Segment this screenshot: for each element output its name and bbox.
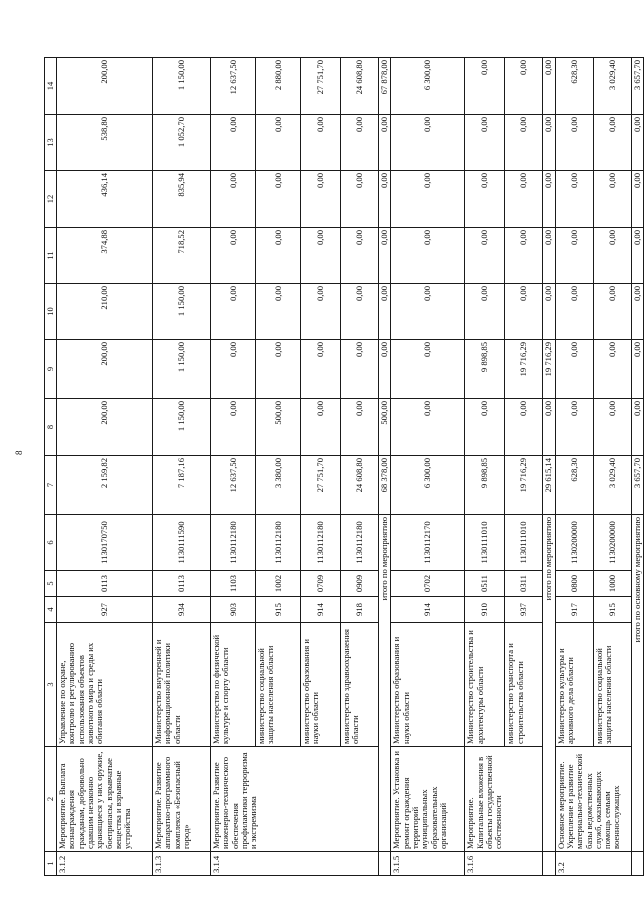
cell-value: 0,00 (256, 115, 301, 171)
cell-target: 1130112180 (341, 515, 379, 571)
total-value: 0,00 (631, 171, 643, 228)
cell-value: 200,00 (57, 58, 153, 115)
cell-value: 3 029,40 (593, 456, 631, 515)
executor-name: Министерство по физической культуре и спорту области (211, 623, 256, 747)
cell-value: 27 751,70 (301, 58, 341, 115)
cell-section: 1103 (211, 571, 256, 597)
table-row (391, 58, 465, 876)
cell-value: 9 898,85 (465, 340, 505, 399)
executor-name: министерство социальной защиты населения области (593, 623, 631, 747)
cell-section: 0511 (465, 571, 505, 597)
cell-value: 0,00 (465, 171, 505, 228)
executor-name: министерство образования и науки области (301, 623, 341, 747)
table-row (211, 58, 256, 876)
cell-value: 0,00 (341, 115, 379, 171)
cell-value: 0,00 (391, 115, 465, 171)
cell-value: 1 052,70 (153, 115, 211, 171)
cell-value: 0,00 (301, 115, 341, 171)
cell-value: 0,00 (211, 340, 256, 399)
cell-value: 0,00 (593, 228, 631, 284)
cell-value: 12 637,50 (211, 456, 256, 515)
total-value: 0,00 (379, 340, 391, 399)
cell-value: 6 300,00 (391, 58, 465, 115)
header-cell: 5 (45, 571, 57, 597)
cell-value: 0,00 (555, 284, 593, 340)
measure-name: Мероприятие. Развитие инженерно-технического обеспечения профилактики терроризма и экстремизма (211, 747, 379, 852)
cell-target: 1130111590 (153, 515, 211, 571)
cell-section: 0311 (505, 571, 543, 597)
cell-value: 374,88 (57, 228, 153, 284)
cell-value: 0,00 (211, 399, 256, 456)
cell-value: 0,00 (256, 171, 301, 228)
cell-grbs: 914 (301, 597, 341, 623)
cell-value: 0,00 (391, 340, 465, 399)
header-cell: 13 (45, 115, 57, 171)
cell-section: 0113 (153, 571, 211, 597)
empty-cell (631, 852, 643, 876)
page-number: 8 (14, 450, 24, 455)
header-cell: 1 (45, 852, 57, 876)
cell-value: 0,00 (341, 171, 379, 228)
total-value: 0,00 (379, 171, 391, 228)
cell-value: 0,00 (301, 399, 341, 456)
total-row (379, 58, 391, 876)
total-row (631, 58, 643, 876)
cell-value: 0,00 (301, 340, 341, 399)
header-cell: 2 (45, 747, 57, 852)
header-row (45, 58, 57, 876)
cell-grbs: 915 (593, 597, 631, 623)
cell-value: 7 187,16 (153, 456, 211, 515)
cell-value: 0,00 (505, 399, 543, 456)
cell-value: 0,00 (341, 399, 379, 456)
table-row (555, 58, 593, 876)
row-code: 3.1.4 (211, 852, 379, 876)
cell-section: 0800 (555, 571, 593, 597)
cell-target: 1130200000 (555, 515, 593, 571)
measure-name: Мероприятие. Выплата вознаграждения гражданам, добровольно сдавшим незаконно хранящиеся у них оружие, боеприпасы, взрывчатые вещества и взрывные устройства (57, 747, 153, 852)
cell-value: 27 751,70 (301, 456, 341, 515)
cell-value: 0,00 (593, 340, 631, 399)
cell-target: 1130200000 (593, 515, 631, 571)
cell-value: 718,52 (153, 228, 211, 284)
cell-grbs: 917 (555, 597, 593, 623)
cell-grbs: 915 (256, 597, 301, 623)
cell-target: 1130112180 (256, 515, 301, 571)
cell-value: 200,00 (57, 399, 153, 456)
total-value: 0,00 (543, 171, 555, 228)
table-row (153, 58, 211, 876)
total-value: 0,00 (543, 115, 555, 171)
total-value: 0,00 (631, 228, 643, 284)
cell-section: 0702 (391, 571, 465, 597)
cell-value: 0,00 (505, 58, 543, 115)
header-cell: 12 (45, 171, 57, 228)
cell-value: 0,00 (505, 171, 543, 228)
cell-value: 0,00 (341, 228, 379, 284)
cell-value: 0,00 (301, 228, 341, 284)
cell-grbs: 903 (211, 597, 256, 623)
cell-value: 0,00 (211, 115, 256, 171)
total-value: 0,00 (631, 340, 643, 399)
cell-value: 0,00 (301, 284, 341, 340)
cell-value: 0,00 (256, 340, 301, 399)
cell-value: 0,00 (391, 228, 465, 284)
cell-value: 0,00 (391, 284, 465, 340)
cell-section: 1000 (593, 571, 631, 597)
cell-value: 0,00 (301, 171, 341, 228)
cell-value: 200,00 (57, 340, 153, 399)
empty-cell (379, 852, 391, 876)
total-value: 0,00 (379, 284, 391, 340)
table-row (57, 58, 153, 876)
cell-grbs: 914 (391, 597, 465, 623)
cell-value: 0,00 (593, 284, 631, 340)
total-value: 3 657,70 (631, 456, 643, 515)
cell-value: 0,00 (391, 399, 465, 456)
header-cell: 4 (45, 597, 57, 623)
measure-name: Мероприятие. Капитальные вложения в объекты государственной собственности (465, 747, 543, 852)
cell-value: 0,00 (465, 399, 505, 456)
total-value: 67 878,00 (379, 58, 391, 115)
rotated-table-sheet (44, 58, 642, 876)
total-label: итого по мероприятию (379, 515, 391, 852)
cell-value: 3 029,40 (593, 58, 631, 115)
cell-value: 0,00 (256, 284, 301, 340)
total-value: 3 657,70 (631, 58, 643, 115)
cell-target: 1130170750 (57, 515, 153, 571)
cell-value: 0,00 (555, 228, 593, 284)
cell-grbs: 918 (341, 597, 379, 623)
cell-value: 0,00 (593, 115, 631, 171)
cell-value: 19 716,29 (505, 340, 543, 399)
cell-value: 0,00 (211, 171, 256, 228)
total-value: 0,00 (543, 228, 555, 284)
cell-value: 0,00 (465, 228, 505, 284)
cell-value: 436,14 (57, 171, 153, 228)
cell-value: 0,00 (211, 228, 256, 284)
cell-grbs: 927 (57, 597, 153, 623)
cell-value: 0,00 (505, 228, 543, 284)
total-value: 29 615,14 (543, 456, 555, 515)
cell-section: 1002 (256, 571, 301, 597)
executor-name: Министерство строительства и архитектуры области (465, 623, 505, 747)
header-cell: 9 (45, 340, 57, 399)
cell-value: 0,00 (555, 115, 593, 171)
cell-value: 0,00 (391, 171, 465, 228)
cell-value: 24 608,80 (341, 456, 379, 515)
header-cell: 7 (45, 456, 57, 515)
total-value: 0,00 (631, 399, 643, 456)
cell-section: 0709 (301, 571, 341, 597)
cell-value: 12 637,50 (211, 58, 256, 115)
table-row (465, 58, 505, 876)
cell-section: 0909 (341, 571, 379, 597)
executor-name: Министерство внутренней и информационной политики области (153, 623, 211, 747)
total-label: итого по мероприятию (543, 515, 555, 852)
cell-target: 1130111010 (505, 515, 543, 571)
cell-value: 0,00 (465, 58, 505, 115)
cell-value: 0,00 (465, 115, 505, 171)
cell-value: 0,00 (341, 284, 379, 340)
header-cell: 6 (45, 515, 57, 571)
cell-value: 1 150,00 (153, 399, 211, 456)
header-cell: 14 (45, 58, 57, 115)
cell-target: 1130112180 (301, 515, 341, 571)
executor-name: министерство транспорта и строительства области (505, 623, 543, 747)
cell-value: 0,00 (211, 284, 256, 340)
cell-grbs: 910 (465, 597, 505, 623)
total-value: 19 716,29 (543, 340, 555, 399)
cell-value: 0,00 (341, 340, 379, 399)
cell-value: 1 150,00 (153, 58, 211, 115)
executor-name: Министерство культуры и архивного дела области (555, 623, 593, 747)
cell-value: 0,00 (505, 284, 543, 340)
cell-section: 0113 (57, 571, 153, 597)
cell-value: 500,00 (256, 399, 301, 456)
total-value: 0,00 (631, 284, 643, 340)
executor-name: министерство здравоохранения области (341, 623, 379, 747)
empty-cell (543, 852, 555, 876)
cell-value: 3 380,00 (256, 456, 301, 515)
total-value: 0,00 (379, 115, 391, 171)
total-row (543, 58, 555, 876)
total-value: 0,00 (543, 399, 555, 456)
cell-value: 0,00 (593, 399, 631, 456)
cell-value: 835,94 (153, 171, 211, 228)
cell-value: 6 300,00 (391, 456, 465, 515)
cell-value: 0,00 (555, 399, 593, 456)
total-value: 0,00 (631, 115, 643, 171)
cell-grbs: 934 (153, 597, 211, 623)
cell-target: 1130112170 (391, 515, 465, 571)
executor-name: министерство социальной защиты населения области (256, 623, 301, 747)
cell-value: 2 159,82 (57, 456, 153, 515)
row-code: 3.1.3 (153, 852, 211, 876)
header-cell: 3 (45, 623, 57, 747)
executor-name: Министерство образования и науки области (391, 623, 465, 747)
cell-value: 0,00 (555, 340, 593, 399)
header-cell: 10 (45, 284, 57, 340)
header-cell: 11 (45, 228, 57, 284)
measure-name: Основное мероприятие. Укрепление и развитие материально-технической базы ведомственных служб, оказывающих помощь семьям военнослужащих (555, 747, 631, 852)
total-label: итого по основному мероприятию (631, 515, 643, 852)
cell-value: 628,30 (555, 58, 593, 115)
row-code: 3.1.6 (465, 852, 543, 876)
cell-target: 1130111010 (465, 515, 505, 571)
total-value: 0,00 (543, 58, 555, 115)
cell-grbs: 937 (505, 597, 543, 623)
row-code: 3.1.2 (57, 852, 153, 876)
executor-name: Управление по охране, контролю и регулированию использования объектов животного мира и среды их обитания области (57, 623, 153, 747)
total-value: 500,00 (379, 399, 391, 456)
cell-value: 0,00 (505, 115, 543, 171)
cell-value: 1 150,00 (153, 340, 211, 399)
row-code: 3.1.5 (391, 852, 465, 876)
cell-value: 24 608,80 (341, 58, 379, 115)
cell-value: 0,00 (593, 171, 631, 228)
cell-value: 2 880,00 (256, 58, 301, 115)
cell-value: 1 150,00 (153, 284, 211, 340)
cell-value: 0,00 (465, 284, 505, 340)
header-cell: 8 (45, 399, 57, 456)
cell-value: 0,00 (555, 171, 593, 228)
cell-value: 538,80 (57, 115, 153, 171)
cell-value: 9 898,85 (465, 456, 505, 515)
total-value: 0,00 (543, 284, 555, 340)
row-code: 3.2 (555, 852, 631, 876)
measure-name: Мероприятие. Развитие аппаратно-программного комплекса «Безопасный город» (153, 747, 211, 852)
cell-value: 210,00 (57, 284, 153, 340)
measure-name: Мероприятие. Установка и ремонт ограждения территорий муниципальных образовательных организаций (391, 747, 465, 852)
cell-value: 19 716,29 (505, 456, 543, 515)
budget-table (44, 57, 644, 876)
cell-value: 628,30 (555, 456, 593, 515)
total-value: 68 378,00 (379, 456, 391, 515)
cell-value: 0,00 (256, 228, 301, 284)
cell-target: 1130112180 (211, 515, 256, 571)
total-value: 0,00 (379, 228, 391, 284)
